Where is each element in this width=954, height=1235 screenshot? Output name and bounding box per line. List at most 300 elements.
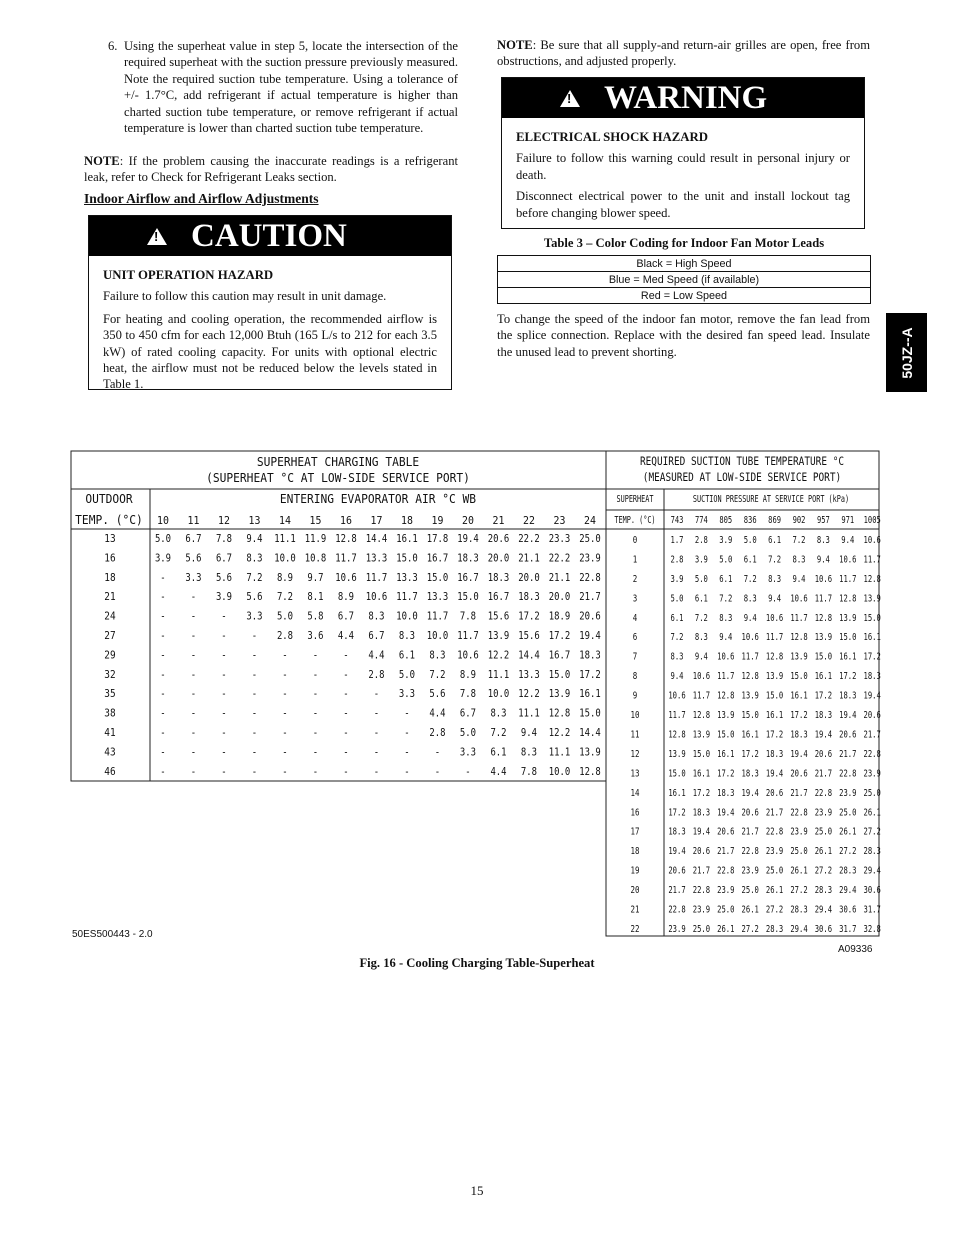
table-cell: 23.9 <box>790 826 808 839</box>
table-cell: - <box>221 766 227 779</box>
table-cell: - <box>251 746 258 759</box>
table-cell: - <box>343 727 349 740</box>
table-cell: 16.1 <box>839 651 857 664</box>
table-cell: 9.4 <box>816 554 830 566</box>
table-cell: 9.4 <box>841 534 855 547</box>
table-cell: 13.9 <box>814 632 833 644</box>
table-cell: - <box>190 610 197 623</box>
table-cell: 19.4 <box>457 533 479 546</box>
table-cell: 7.8 <box>459 610 477 623</box>
table-cell: 2.8 <box>429 727 446 740</box>
table-cell: - <box>160 669 166 682</box>
row-header: 27 <box>104 630 116 643</box>
table-cell: 5.6 <box>215 572 233 585</box>
table-cell: 16.1 <box>396 533 418 546</box>
table-cell: 27.2 <box>839 846 857 858</box>
table-cell: 17.2 <box>548 630 571 643</box>
table-cell: 8.3 <box>670 651 684 664</box>
table-cell: 8.3 <box>429 649 446 662</box>
column-header: 18 <box>401 514 413 528</box>
table-cell: 6.7 <box>337 610 355 623</box>
table-cell: 8.1 <box>307 591 324 604</box>
table-title: REQUIRED SUCTION TUBE TEMPERATURE °C <box>639 455 845 469</box>
outdoor-label: OUTDOOR <box>85 491 133 507</box>
table-cell: 10.8 <box>304 552 327 565</box>
table-cell: - <box>190 746 197 759</box>
table-cell: 32.8 <box>863 923 881 936</box>
table-cell: 2.8 <box>670 554 684 566</box>
table-cell: - <box>251 688 258 701</box>
table-cell: - <box>373 766 380 779</box>
table-cell: 7.2 <box>719 593 733 605</box>
table-cell: 8.3 <box>743 593 757 605</box>
table-cell: 13.9 <box>487 630 510 643</box>
column-header: 19 <box>431 514 444 528</box>
table-cell: 10.6 <box>335 572 357 585</box>
table-cell: 8.9 <box>337 591 355 604</box>
table-cell: 12.8 <box>741 671 759 683</box>
table-cell: 11.7 <box>839 573 857 586</box>
table-cell: 10.6 <box>863 534 881 547</box>
table-cell: 21.7 <box>579 591 601 604</box>
column-header: 23 <box>553 514 566 528</box>
table3-caption: Table 3 – Color Coding for Indoor Fan Motor Leads <box>543 236 825 250</box>
table-cell: 11.1 <box>274 533 296 546</box>
table-cell: 15.6 <box>518 630 540 643</box>
table-cell: - <box>160 746 166 759</box>
table-cell: 12.8 <box>839 593 857 605</box>
table-cell: 13.9 <box>741 690 759 703</box>
table-cell: 11.7 <box>741 651 759 664</box>
table-cell: 12.8 <box>579 766 601 779</box>
table-cell: 19.4 <box>668 846 686 858</box>
row-header: 4 <box>632 612 638 625</box>
table-cell: 22.8 <box>717 865 735 878</box>
table-cell: - <box>343 649 349 662</box>
table-cell: 26.1 <box>765 885 784 897</box>
table-cell: 26.1 <box>839 826 857 839</box>
table-cell: - <box>221 610 227 623</box>
warning-word: WARNING <box>604 80 768 116</box>
table-cell: - <box>343 707 349 720</box>
table-cell: 20.6 <box>790 768 808 780</box>
fan-speed-paragraph: To change the speed of the indoor fan motor, remove the fan lead from the splice connection. Replace with the desired fan speed lead. Insulate the unused lead to prevent shorting. <box>497 312 870 359</box>
table-cell: 5.6 <box>429 688 446 701</box>
table-cell: 25.0 <box>790 846 808 858</box>
table-cell: 12.8 <box>814 612 833 625</box>
table-cell: 19.4 <box>692 826 711 839</box>
table-cell: 10.6 <box>717 651 735 664</box>
table-cell: 6.7 <box>368 630 385 643</box>
table-cell: 14.4 <box>365 533 388 546</box>
figure-caption: Fig. 16 - Cooling Charging Table-Superheat <box>359 956 595 970</box>
table-cell: 4.4 <box>490 766 507 779</box>
section-heading: Indoor Airflow and Airflow Adjustments <box>84 191 319 206</box>
table-cell: 7.2 <box>768 554 782 566</box>
table-cell: 22.8 <box>814 787 833 800</box>
table-cell: 21.7 <box>814 768 833 780</box>
column-header: 14 <box>279 514 291 528</box>
table-cell: 18.3 <box>692 807 711 819</box>
table-cell: - <box>312 727 319 740</box>
table-cell: 23.9 <box>717 885 735 897</box>
table-cell: 23.9 <box>668 923 686 936</box>
table-cell: - <box>373 746 380 759</box>
table-cell: 8.3 <box>520 746 538 759</box>
table-cell: 23.3 <box>548 533 571 546</box>
table-cell: 25.0 <box>765 865 784 878</box>
warning-text-2: Disconnect electrical power to the unit and install lockout tag before changing blower speed. <box>516 189 850 220</box>
table-cell: - <box>190 707 197 720</box>
table-cell: - <box>312 746 319 759</box>
table-cell: - <box>251 766 258 779</box>
table-cell: - <box>221 688 227 701</box>
row-header: 2 <box>632 573 638 586</box>
table-cell: 18.3 <box>518 591 540 604</box>
table-cell: 23.9 <box>863 768 881 780</box>
column-header: 15 <box>309 514 322 528</box>
table-cell: 29.4 <box>790 923 808 936</box>
table-cell: 7.8 <box>520 766 538 779</box>
table-cell: 22.2 <box>518 533 540 546</box>
table-cell: 25.0 <box>692 923 711 936</box>
table-cell: 6.1 <box>670 612 684 625</box>
table-cell: 16.1 <box>814 671 833 683</box>
table-cell: 20.6 <box>765 787 784 800</box>
table-cell: 8.3 <box>792 554 806 566</box>
column-header: 836 <box>743 513 757 526</box>
table-cell: 9.7 <box>307 572 324 585</box>
table-cell: - <box>312 669 319 682</box>
table-cell: 7.2 <box>670 632 684 644</box>
table-cell: 8.3 <box>490 707 507 720</box>
table-cell: 18.3 <box>814 710 833 722</box>
table-cell: - <box>160 572 166 585</box>
table-cell: 8.3 <box>694 632 708 644</box>
table-cell: 25.0 <box>741 885 759 897</box>
table-cell: 20.6 <box>741 807 759 819</box>
table-cell: 9.4 <box>246 533 263 546</box>
table-cell: 15.0 <box>741 710 759 722</box>
table-cell: 3.3 <box>246 610 263 623</box>
table-cell: 6.1 <box>490 746 507 759</box>
table-cell: - <box>251 630 258 643</box>
table-cell: 30.6 <box>863 885 881 897</box>
table-cell: 27.2 <box>790 885 808 897</box>
table-cell: 18.3 <box>717 787 735 800</box>
table-cell: 10.6 <box>692 671 711 683</box>
table-cell: - <box>343 688 349 701</box>
table-cell: - <box>160 688 166 701</box>
table-cell: 16.7 <box>548 649 571 662</box>
table-cell: - <box>160 766 166 779</box>
table-cell: - <box>221 649 227 662</box>
table-cell: - <box>282 649 288 662</box>
table-cell: - <box>282 707 288 720</box>
table-cell: 16.7 <box>457 572 479 585</box>
table-cell: 10.6 <box>765 612 784 625</box>
row-header: 19 <box>630 865 640 878</box>
table-cell: 7.2 <box>743 573 757 586</box>
table-cell: 15.0 <box>692 748 711 761</box>
table-cell: 16.7 <box>487 591 510 604</box>
table-cell: Red = Low Speed <box>498 288 871 304</box>
table-cell: 10.6 <box>741 632 759 644</box>
table-cell: 21.1 <box>548 572 571 585</box>
table-cell: 13.9 <box>790 651 808 664</box>
table-cell: 13.9 <box>692 729 711 741</box>
table-cell: 14.4 <box>579 727 601 740</box>
entering-air-label: ENTERING EVAPORATOR AIR °C WB <box>279 491 477 507</box>
table-cell: 7.2 <box>276 591 294 604</box>
table-cell: 10.6 <box>457 649 479 662</box>
table-cell: - <box>373 707 380 720</box>
table-cell: 20.6 <box>487 533 510 546</box>
table-cell: 31.7 <box>839 923 857 936</box>
table-cell: 3.9 <box>215 591 233 604</box>
table-cell: - <box>190 649 197 662</box>
table-cell: 28.3 <box>814 885 833 897</box>
row-header: 13 <box>630 768 640 780</box>
table-cell: 5.0 <box>719 554 733 566</box>
note-label: NOTE <box>497 38 533 52</box>
table-cell: 14.4 <box>518 649 540 662</box>
table-cell: 3.9 <box>719 534 733 547</box>
column-header: 774 <box>694 513 708 526</box>
table-cell: 16.1 <box>717 748 735 761</box>
table-cell: - <box>251 669 258 682</box>
table-cell: 22.8 <box>765 826 784 839</box>
row-header: 9 <box>632 690 638 702</box>
table-cell: 12.8 <box>790 632 808 644</box>
table-cell: 10.0 <box>274 552 296 565</box>
table-cell: 9.4 <box>694 651 708 664</box>
table-cell: 11.7 <box>365 572 388 585</box>
table-cell: 18.3 <box>487 572 510 585</box>
table-cell: 17.2 <box>692 787 711 800</box>
table-cell: 11.7 <box>863 554 881 566</box>
column-header: 22 <box>523 514 535 528</box>
table-cell: 2.8 <box>694 534 708 547</box>
table-cell: 29.4 <box>814 904 833 916</box>
note-label: NOTE <box>84 154 120 168</box>
row-header: 16 <box>104 552 116 565</box>
table-cell: 1.7 <box>670 534 684 547</box>
table-cell: 23.9 <box>839 787 857 800</box>
table-cell: - <box>251 727 258 740</box>
table-cell: 13.9 <box>863 593 881 605</box>
step-text: Using the superheat value in step 5, locate the intersection of the required superheat with the suction pressure previously measured. Note the required suction tube temperature. Using a tolerance of +/- 1.7°C, add refrigerant if actual temperature is higher than charted suction tube temperature, or remove refrigerant if actual temperature is lower than charted suction tube temperature. <box>124 39 458 136</box>
table-title: (MEASURED AT LOW-SIDE SERVICE PORT) <box>642 471 842 485</box>
table-cell: 5.0 <box>154 533 172 546</box>
table-cell: - <box>190 727 197 740</box>
table-cell: 25.0 <box>839 807 857 819</box>
table-cell: 15.0 <box>790 671 808 683</box>
note-text: : If the problem causing the inaccurate readings is a refrigerant leak, refer to Check for Refrigerant Leaks section. <box>84 154 458 185</box>
table-cell: 9.4 <box>719 632 733 644</box>
table-cell: 22.8 <box>668 904 686 916</box>
table-cell: 8.3 <box>246 552 263 565</box>
row-header: 1 <box>632 554 638 566</box>
row-header: 10 <box>630 710 640 722</box>
table-cell: - <box>160 591 166 604</box>
table-cell: 23.9 <box>579 552 601 565</box>
table-cell: 16.1 <box>579 688 601 701</box>
table-cell: 21.7 <box>839 748 857 761</box>
table-cell: 4.4 <box>368 649 385 662</box>
table-cell: 3.9 <box>694 554 708 566</box>
row-header: 20 <box>630 885 640 897</box>
table-cell: 20.6 <box>863 710 881 722</box>
table-cell: - <box>190 669 197 682</box>
table-cell: 20.0 <box>548 591 571 604</box>
table-cell: 17.2 <box>518 610 540 623</box>
table-cell: 18.9 <box>548 610 571 623</box>
table-cell: 5.6 <box>185 552 202 565</box>
table-cell: 7.8 <box>459 688 477 701</box>
table-cell: 10.6 <box>839 554 857 566</box>
column-header: 17 <box>370 514 383 528</box>
table-cell: - <box>160 649 166 662</box>
table-cell: 6.7 <box>459 707 477 720</box>
table-cell: 17.2 <box>790 710 808 722</box>
row-header: 13 <box>104 533 116 546</box>
row-header: 3 <box>632 593 638 605</box>
table-cell: 8.3 <box>398 630 416 643</box>
table-cell: 21.7 <box>790 787 808 800</box>
table-cell: 27.2 <box>765 904 784 916</box>
row-header: 22 <box>630 924 640 936</box>
table-cell: 16.1 <box>692 768 711 780</box>
table-cell: 8.3 <box>368 610 385 623</box>
table-cell: 27.2 <box>741 923 759 936</box>
table-cell: 12.8 <box>765 651 784 664</box>
table-cell: - <box>404 746 410 759</box>
table-cell: 13.9 <box>717 710 735 722</box>
pressure-label: SUCTION PRESSURE AT SERVICE PORT (kPa) <box>692 492 850 505</box>
table-cell: 9.4 <box>670 671 684 683</box>
row-header: 18 <box>104 572 116 584</box>
table-cell: 11.7 <box>457 630 479 643</box>
table-cell: 11.1 <box>548 746 571 759</box>
row-header: 0 <box>632 535 638 547</box>
table-cell: 27.2 <box>863 826 881 839</box>
table-cell: 11.7 <box>765 632 784 644</box>
table-cell: 3.9 <box>670 573 684 586</box>
table-cell: 13.9 <box>839 612 857 625</box>
table-cell: 22.8 <box>692 885 711 897</box>
table-cell: 17.2 <box>717 768 735 780</box>
table-cell: - <box>312 707 319 720</box>
table-title: SUPERHEAT CHARGING TABLE <box>256 454 420 470</box>
table-cell: - <box>221 707 227 720</box>
table-text <box>75 454 881 935</box>
table-cell: - <box>221 727 227 740</box>
table-cell: 2.8 <box>276 630 294 643</box>
table-cell: - <box>221 630 227 643</box>
table-cell: 12.8 <box>717 690 735 703</box>
warning-hazard: ELECTRICAL SHOCK HAZARD <box>516 130 708 144</box>
row-header: 41 <box>104 727 116 740</box>
table-cell: 7.2 <box>246 572 263 585</box>
table-cell: 3.6 <box>307 630 324 643</box>
column-header: 24 <box>584 514 596 528</box>
row-header: 35 <box>104 688 116 701</box>
table-cell: 19.4 <box>863 690 881 703</box>
table-cell: 7.2 <box>694 612 708 625</box>
table-cell: 10.6 <box>668 690 686 703</box>
note-text: : Be sure that all supply-and return-air grilles are open, free from obstructions, and adjusted properly. <box>497 38 870 69</box>
row-header: 12 <box>630 749 640 761</box>
superheat-label: SUPERHEAT <box>616 492 654 505</box>
table-cell: 3.3 <box>398 688 416 701</box>
column-header: 21 <box>492 514 505 528</box>
table-cell: 6.7 <box>215 552 233 565</box>
table-cell: 15.0 <box>765 690 784 703</box>
table-cell: 10.6 <box>814 573 833 586</box>
table-cell: 28.3 <box>839 865 857 878</box>
table-cell: 21.7 <box>717 846 735 858</box>
table-cell: - <box>282 727 288 740</box>
table-cell: 10.6 <box>365 591 388 604</box>
side-tab-label: 50JZ--A <box>898 326 915 379</box>
table-cell: 12.2 <box>487 649 510 662</box>
figure-code: A09336 <box>838 944 873 955</box>
table-cell: - <box>312 649 319 662</box>
row-header: 8 <box>632 671 638 683</box>
table-cell: 15.0 <box>579 707 601 720</box>
table-cell: 19.4 <box>814 729 833 741</box>
page-number: 15 <box>470 1183 484 1198</box>
table-cell: 16.1 <box>863 632 881 644</box>
table-cell: 13.9 <box>668 748 686 761</box>
table-cell: 11.7 <box>396 591 418 604</box>
table-cell: 10.0 <box>426 630 449 643</box>
table-cell: 9.4 <box>792 573 806 586</box>
table-cell: 21.1 <box>518 552 540 565</box>
table-cell: 17.2 <box>839 671 857 683</box>
table-cell: 11.1 <box>518 707 540 720</box>
table-cell: - <box>404 727 410 740</box>
table-cell: 11.7 <box>335 552 357 565</box>
table-cell: 20.6 <box>814 748 833 761</box>
caution-text-2: For heating and cooling operation, the recommended airflow is 350 to 450 cfm for each 12,000 Btuh (165 L/s to 212 for each 3.5 kW) of rated cooling capacity. For units with optional electric heat, the airflow must not be reduced below the levels stated in Table 1. <box>103 311 437 392</box>
table-cell: 5.6 <box>246 591 263 604</box>
table-cell: 4.4 <box>337 630 355 643</box>
table-cell: - <box>282 669 288 682</box>
table-cell: 26.1 <box>717 923 735 936</box>
table-cell: 6.7 <box>185 533 202 546</box>
table-cell: 13.9 <box>579 746 601 759</box>
table-cell: 10.0 <box>487 688 510 701</box>
table-cell: 26.1 <box>790 865 808 878</box>
table-cell: 19.4 <box>839 710 857 722</box>
row-header: 17 <box>630 826 640 839</box>
table-cell: 6.1 <box>398 649 416 662</box>
table-cell: 11.9 <box>304 533 327 546</box>
table-cell: 8.3 <box>816 534 830 547</box>
table-cell: 16.1 <box>668 787 686 800</box>
table-cell: 10.0 <box>396 610 418 623</box>
table-cell: 5.0 <box>398 669 416 682</box>
table-cell: 25.0 <box>863 787 881 800</box>
table-cell: 3.3 <box>459 746 477 759</box>
table-cell: - <box>343 746 349 759</box>
table-cell: 8.3 <box>719 612 733 625</box>
table-cell: 4.4 <box>429 707 446 720</box>
table-cell: - <box>190 766 197 779</box>
table-cell: 5.0 <box>276 610 294 623</box>
